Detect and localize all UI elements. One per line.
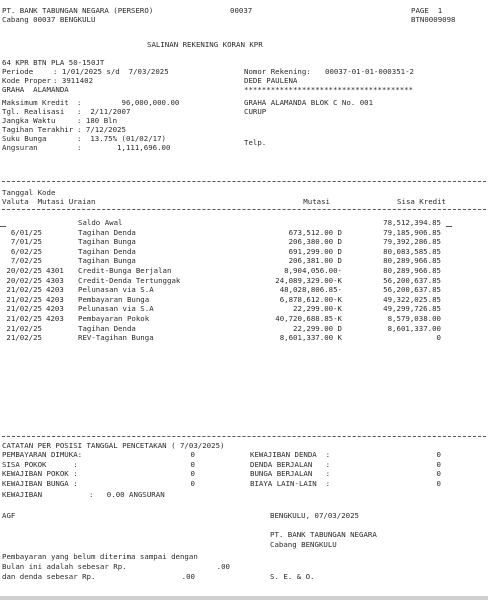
proper-code-value: : 3911402 xyxy=(53,76,94,85)
errors-omissions-note: S. E. & O. xyxy=(270,572,315,581)
branch-code-top: 00037 xyxy=(230,6,253,15)
payment-note-amount-2: .00 xyxy=(181,572,195,581)
tenor-label: Jangka Waktu xyxy=(2,116,56,125)
row-date: 21/02/25 xyxy=(6,323,42,333)
row-description: Pelunasan via S.A xyxy=(78,304,154,314)
row-code: 4203 xyxy=(46,304,64,314)
row-mutasi: 8,601,337.00 K xyxy=(279,333,342,343)
row-description: Pelunasan via S.A xyxy=(78,285,154,295)
note-left-label: SISA POKOK : xyxy=(2,459,78,469)
payment-note-amount-1: .00 xyxy=(216,562,230,571)
account-number-label: Nomor Rekening: xyxy=(244,67,311,76)
last-bill-label: Tagihan Terakhir xyxy=(2,125,74,134)
row-sisa-kredit: 56,200,637.85 xyxy=(383,275,441,285)
table-header-date-code: Tanggal Kode xyxy=(2,188,56,197)
row-mutasi: 22,299.00-K xyxy=(293,304,342,314)
interest-value: : 13.75% (01/02/17) xyxy=(77,134,166,143)
row-sisa-kredit: 79,392,286.85 xyxy=(383,237,441,247)
period-value: : 1/01/2025 s/d 7/03/2025 xyxy=(53,67,169,76)
footer-branch: Cabang BENGKULU xyxy=(270,540,337,549)
row-sisa-kredit: 78,512,394.85 xyxy=(383,218,441,227)
row-description: Tagihan Denda xyxy=(78,323,136,333)
table-bottom-rule xyxy=(2,436,486,437)
row-sisa-kredit: 79,185,906.85 xyxy=(383,227,441,237)
last-bill-value: : 7/12/2025 xyxy=(77,125,126,134)
row-description: Tagihan Bunga xyxy=(78,256,136,266)
row-description: Credit-Bunga Berjalan xyxy=(78,266,172,275)
row-sisa-kredit: 80,289,966.85 xyxy=(383,256,441,266)
address-line-2: CURUP xyxy=(244,107,267,116)
row-date: 21/02/25 xyxy=(6,314,42,323)
page-bottom-edge xyxy=(0,596,488,600)
row-marker-right xyxy=(446,226,452,227)
row-description: Credit-Denda Tertunggak xyxy=(78,275,181,285)
note-right-value: 0 xyxy=(436,450,441,459)
row-mutasi: 22,299.00 D xyxy=(293,323,342,333)
row-sisa-kredit: 8,579,038.00 xyxy=(387,314,441,323)
page-number: PAGE 1 xyxy=(411,6,443,15)
row-date: 20/02/25 xyxy=(6,266,42,275)
place-date: BENGKULU, 07/03/2025 xyxy=(270,511,359,520)
table-header-sisa-kredit: Sisa Kredit xyxy=(397,197,446,206)
max-credit-value: : 96,000,000.00 xyxy=(77,98,180,107)
tenor-value: : 180 Bln xyxy=(77,116,118,125)
footer-bank-name: PT. BANK TABUNGAN NEGARA xyxy=(270,530,377,539)
note-left-label: KEWAJIBAN POKOK : xyxy=(2,469,78,479)
row-mutasi: 206,381.00 D xyxy=(288,256,342,266)
row-mutasi: 8,904,056.00- xyxy=(284,266,342,275)
kewajiban-label: KEWAJIBAN xyxy=(2,490,43,499)
row-date: 21/02/25 xyxy=(6,333,42,343)
note-right-label: BIAYA LAIN-LAIN : xyxy=(250,478,331,488)
row-code: 4301 xyxy=(46,266,64,275)
realization-value: : 2/11/2007 xyxy=(77,107,131,116)
table-header-columns: Valuta Mutasi Uraian xyxy=(2,197,96,206)
row-code: 4203 xyxy=(46,294,64,304)
payment-note-line-1: Pembayaran yang belum diterima sampai dengan xyxy=(2,552,198,561)
document-code: BTN0009098 xyxy=(411,15,456,24)
installment-label: Angsuran xyxy=(2,143,38,152)
realization-label: Tgl. Realisasi xyxy=(2,107,65,116)
row-sisa-kredit: 8,601,337.00 xyxy=(387,323,441,333)
branch-name: Cabang 00037 BENGKULU xyxy=(2,15,96,24)
project-name: GRAHA ALAMANDA xyxy=(2,85,69,94)
row-code: 4203 xyxy=(46,285,64,295)
row-date: 21/02/25 xyxy=(6,285,42,295)
row-date: 21/02/25 xyxy=(6,304,42,314)
phone-label: Telp. xyxy=(244,138,267,147)
row-mutasi: 40,720,688.85-K xyxy=(275,314,342,323)
kewajiban-value: : 0.00 ANGSURAN xyxy=(89,490,165,499)
payment-note-line-2: Bulan ini adalah sebesar Rp. xyxy=(2,562,127,571)
note-right-value: 0 xyxy=(436,459,441,469)
user-code: AGF xyxy=(2,511,16,520)
table-top-rule xyxy=(2,181,486,182)
note-left-value: 0 xyxy=(190,450,195,459)
row-sisa-kredit: 0 xyxy=(436,333,441,343)
row-sisa-kredit: 49,322,025.85 xyxy=(383,294,441,304)
separator-stars: ************************************** xyxy=(244,85,414,94)
max-credit-label: Maksimum Kredit xyxy=(2,98,69,107)
row-mutasi: 691,299.00 D xyxy=(288,246,342,256)
note-right-label: BUNGA BERJALAN : xyxy=(250,469,331,479)
period-label: Periode xyxy=(2,67,34,76)
bank-name: PT. BANK TABUNGAN NEGARA (PERSERO) xyxy=(2,6,154,15)
account-number-value: 00037-01-01-000351-2 xyxy=(325,67,414,76)
product-name: 64 KPR BTN PLA 50-150JT xyxy=(2,58,105,67)
note-left-value: 0 xyxy=(190,478,195,488)
row-sisa-kredit: 49,299,726.85 xyxy=(383,304,441,314)
note-left-value: 0 xyxy=(190,469,195,479)
note-right-label: DENDA BERJALAN : xyxy=(250,459,331,469)
row-description: Tagihan Denda xyxy=(78,246,136,256)
row-description: REV-Tagihan Bunga xyxy=(78,333,154,343)
row-date: 6/01/25 xyxy=(10,227,42,237)
row-mutasi: 673,512.00 D xyxy=(288,227,342,237)
proper-code-label: Kode Proper xyxy=(2,76,51,85)
note-right-value: 0 xyxy=(436,478,441,488)
notes-title: CATATAN PER POSISI TANGGAL PENCETAKAN ( 7/03/2025) xyxy=(2,441,225,450)
address-line-1: GRAHA ALAMANDA BLOK C No. 001 xyxy=(244,98,374,107)
row-date: 20/02/25 xyxy=(6,275,42,285)
row-sisa-kredit: 80,083,585.85 xyxy=(383,246,441,256)
row-mutasi: 24,089,329.00-K xyxy=(275,275,342,285)
note-right-label: KEWAJIBAN DENDA : xyxy=(250,450,331,459)
row-mutasi: 48,028,806.85- xyxy=(279,285,342,295)
row-mutasi: 206,380.00 D xyxy=(288,237,342,247)
row-description: Saldo Awal xyxy=(78,218,123,227)
row-date: 6/02/25 xyxy=(10,246,42,256)
row-mutasi: 6,878,612.00-K xyxy=(279,294,342,304)
row-description: Tagihan Bunga xyxy=(78,237,136,247)
document-title: SALINAN REKENING KORAN KPR xyxy=(147,40,263,49)
note-left-value: 0 xyxy=(190,459,195,469)
table-header-rule xyxy=(2,209,486,210)
row-sisa-kredit: 56,200,637.85 xyxy=(383,285,441,295)
note-left-label: KEWAJIBAN BUNGA : xyxy=(2,478,78,488)
note-right-value: 0 xyxy=(436,469,441,479)
debtor-name: DEDE PAULENA xyxy=(244,76,298,85)
row-date: 21/02/25 xyxy=(6,294,42,304)
interest-label: Suku Bunga xyxy=(2,134,47,143)
payment-note-line-3: dan denda sebesar Rp. xyxy=(2,572,96,581)
row-date: 7/01/25 xyxy=(10,237,42,247)
table-header-mutasi: Mutasi xyxy=(303,197,330,206)
note-left-label: PEMBAYARAN DIMUKA: xyxy=(2,450,83,459)
installment-value: : 1,111,696.00 xyxy=(77,143,171,152)
row-description: Pembayaran Bunga xyxy=(78,294,150,304)
row-code: 4203 xyxy=(46,314,64,323)
row-code: 4303 xyxy=(46,275,64,285)
row-date: 7/02/25 xyxy=(10,256,42,266)
row-description: Pembayaran Pokok xyxy=(78,314,150,323)
row-description: Tagihan Denda xyxy=(78,227,136,237)
row-sisa-kredit: 80,289,966.85 xyxy=(383,266,441,275)
